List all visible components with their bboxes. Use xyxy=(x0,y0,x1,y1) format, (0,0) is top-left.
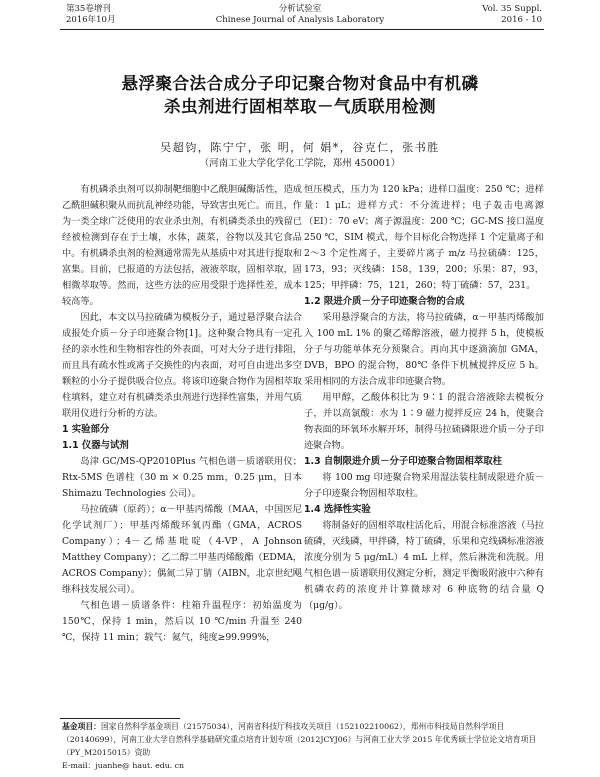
journal-name-cn: 分析试验室 xyxy=(278,4,322,14)
footnote-text: 国家自然科学基金项目（21575034），河南省科技厅科技攻关项目（152102210062），郑州市科技局自然科学项目（20140699），河南工业大学自然科学基础研究重点培育计划专项（2012JCYJ06）与河南工业大学 2015 年优秀硕士学位论文培育项目（PY_M2015015）资助 xyxy=(62,722,537,757)
synthesis-paragraph: 采用悬浮聚合的方法，将马拉硫磷，α－甲基丙烯酸加入 100 mL 1% 的聚乙烯醇溶液，磁力搅拌 5 h，使模板分子与功能单体充分预聚合。再向其中逐滴滴加 GMA，DVB，BPO 的混合物，80℃ 条件下机械搅拌反应 5 h。采用相同的方法合成非印迹聚合物。 xyxy=(304,312,544,387)
date-cn: 2016年10月 xyxy=(66,15,116,25)
date-en: 2016 - 10 xyxy=(501,15,542,25)
journal-name-en: Chinese Journal of Analysis Laboratory xyxy=(215,15,385,25)
spe-column-paragraph: 将 100 mg 印迹聚合物采用湿法装柱制成限进介质－分子印迹聚合物固相萃取柱。 xyxy=(304,472,544,499)
intro-paragraph-2: 因此，本文以马拉硫磷为模板分子，通过悬浮聚合法合成报处介质－分子印迹聚合物[1]。这种聚合物具有一定孔径的亲水性和生物相容性的外表面，可对大分子进行排阻，而且具有疏水性或离子交换性的内表面，对可自由进出多空颗粒的小分子提供吸合位点。将该印迹聚合物作为固相萃取柱填料，建立对有机磷类杀虫剂进行选择性富集，并用气质联用仪进行分析的方法。 xyxy=(62,312,302,419)
contact-email: E-mail：juanhe@ haut. edu. cn xyxy=(62,761,185,770)
header-rule xyxy=(60,29,544,30)
subsection-heading-instruments: 1.1 仪器与试剂 xyxy=(62,440,129,451)
volume-en: Vol. 35 Suppl. xyxy=(482,4,542,14)
section-heading-experimental: 1 实验部分 xyxy=(62,424,110,435)
footnote-label: 基金项目： xyxy=(62,722,101,731)
author-list: 吴超钧，陈宁宁，张 明，何 娟*，谷克仁，张书胜 xyxy=(160,141,440,154)
paper-title-line-1: 悬浮聚合法合成分子印记聚合物对食品中有机磷 xyxy=(121,74,479,93)
affiliation: （河南工业大学化学化工学院，郑州 450001） xyxy=(199,158,401,169)
subsection-heading-selectivity: 1.4 选择性实验 xyxy=(304,504,371,515)
footnote-rule xyxy=(60,718,180,719)
subsection-heading-synthesis: 1.2 限进介质－分子印迹聚合物的合成 xyxy=(304,296,465,307)
volume-cn: 第35卷增刊 xyxy=(66,4,111,14)
gcms-conditions-paragraph: 气相色谱－质谱条件：柱箱升温程序：初始温度为 150℃，保持 1 min，然后以 10 ℃/min 升温至 240 ℃，保持 11 min；载气：氦气，纯度≥99.999%， xyxy=(62,600,302,643)
intro-paragraph-1: 有机磷杀虫剂可以抑制靶细胞中乙酰胆碱酶活性，造成乙酰胆碱积聚从而抗乱神经功能，导致害虫死亡。而且，作为一类全球广泛使用的农业杀虫剂，有机磷类杀虫的残留已经被检测到存在于土壤，水体，蔬菜，谷物以及其它食品中。有机磷杀虫剂的检测通常需先从基质中对其进行提取和富集。目前，已报道的方法包括，液液萃取，固相萃取，固相微萃取等。然而，这些方法的应用受限于选择性差，成本较高等。 xyxy=(62,184,302,307)
left-column xyxy=(62,182,302,646)
template-removal-paragraph: 用甲醇，乙酸体积比为 9∶1 的混合溶液除去模板分子，并以高氯酸：水为 1∶9 磁力搅拌反应 24 h，使聚合物表面的环氧环水解开环，制得马拉硫磷限进介质－分子印迹聚合物。 xyxy=(304,392,544,451)
selectivity-paragraph: 将制备好的固相萃取柱活化后，用混合标准溶液（马拉硫磷，灭线磷，甲拌磷，特丁硫磷，乐果和克线磷标准溶液浓度分别为 5 μg/mL）4 mL 上样，然后淋洗和洗脱。用气相色谱－质谱联用仪测定分析，测定平衡吸附液中六种有机磷农药的浓度并计算微球对 6 种底物的结合量 Q（μg/g）。 xyxy=(304,520,544,611)
right-column xyxy=(304,182,544,614)
reagents-paragraph: 马拉硫磷（原药）；α－甲基丙烯酸（MAA，中国医尼化学试剂厂）；甲基丙烯酸环氧丙酯（GMA，ACROS Company）；4－乙烯基吡啶（4-VP，A Johnson Matthey Company）；乙二醇二甲基丙烯酸酯（EDMA，ACROS Company）；偶氮二异丁腈（AIBN，北京世纪飓维科技发展公司）。 xyxy=(62,504,302,595)
gcms-conditions-continued: 恒压模式，压力为 120 kPa；进样口温度：250 ℃；进样量：1 μL；进样方式：不分流进样；电子轰击电离源（EI）：70 eV；离子源温度：200 ℃；GC-MS 接口温度 250 ℃，SIM 模式，每个目标化合物选择 1 个定量离子和 2～3 个定性离子，主要碎片离子 m/z 马拉硫磷：125，173，93；灭线磷：158，139，200；乐果：87，93，125；甲拌磷：75，121，260；特丁硫磷：57，231。 xyxy=(304,184,544,291)
instruments-paragraph: 岛津 GC/MS-QP2010Plus 气相色谱－质谱联用仪；Rtx-5MS 色谱柱（30 m × 0.25 mm，0.25 μm，日本 Shimazu Technologies 公司）。 xyxy=(62,456,302,499)
funding-footnote xyxy=(62,720,544,772)
subsection-heading-spe-column: 1.3 自制限进介质－分子印迹聚合物固相萃取柱 xyxy=(304,456,502,467)
running-header-right xyxy=(482,4,542,26)
paper-title-line-2: 杀虫剂进行固相萃取－气质联用检测 xyxy=(164,97,436,116)
